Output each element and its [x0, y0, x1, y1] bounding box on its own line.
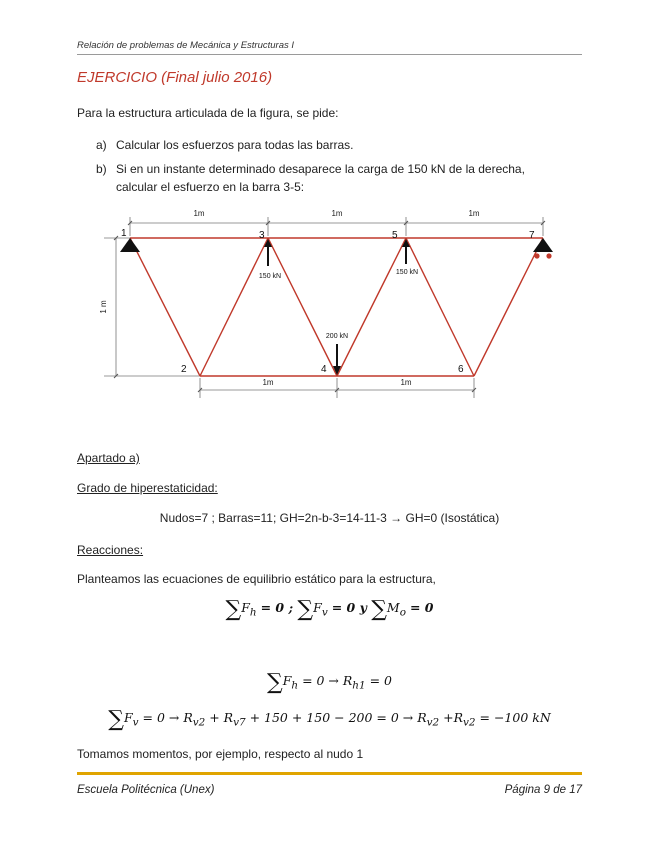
load-label-150-left: 150 kN [258, 273, 282, 280]
task-b-text: Si en un instante determinado desaparece la carga de 150 kN de la derecha, [116, 162, 525, 176]
node-label-7: 7 [529, 230, 535, 241]
planteamos-paragraph: Planteamos las ecuaciones de equilibrio estático para la estructura, [77, 572, 436, 586]
footer-institution: Escuela Politécnica (Unex) [77, 784, 215, 796]
node-label-6: 6 [458, 364, 464, 375]
sum-icon: ∑ [266, 670, 283, 695]
dim-bottom-2: 1m [400, 378, 412, 387]
node-label-2: 2 [181, 364, 187, 375]
equilibrium-equations: $\sum F_h = 0$ ; $\sum F_v = 0$ y $\sum M_o = 0$ [225, 597, 434, 622]
section-grado: Grado de hiperestaticidad: [77, 481, 218, 495]
task-a-marker: a) [96, 138, 107, 152]
sum-icon: ∑ [225, 597, 242, 622]
exercise-title: EJERCICIO (Final julio 2016) [77, 69, 273, 86]
pin-support-icon [120, 238, 140, 252]
roller-support-icon [533, 238, 553, 259]
dim-top-1: 1m [193, 209, 205, 218]
bar-2-3 [200, 238, 268, 376]
top-dimension-line [128, 217, 545, 236]
dim-left: 1 m [99, 300, 108, 314]
dim-top-2: 1m [331, 209, 343, 218]
footer-page-number: Página 9 de 17 [504, 784, 582, 796]
footer-divider [77, 772, 582, 775]
bar-1-2 [130, 238, 200, 376]
running-header: Relación de problemas de Mecánica y Estructuras I [77, 40, 295, 51]
bar-4-5 [337, 238, 406, 376]
load-label-150-right: 150 kN [395, 269, 419, 276]
section-apartado-a: Apartado a) [77, 451, 140, 465]
sum-icon: ∑ [108, 707, 124, 732]
task-b-text-line2: calcular el esfuerzo en la barra 3-5: [116, 180, 305, 194]
bar-6-7 [474, 238, 543, 376]
horizontal-equilibrium: $\sum F_h = 0 \to R_{h1} = 0$ [266, 670, 393, 695]
dim-bottom-1: 1m [262, 378, 274, 387]
vertical-equilibrium: $\sum F_v = 0 \to R_{v2} + R_{v7} + 150 + 150 - 200 = 0 \to R_{v2} +R_{v2} = -100$ kN [108, 707, 551, 732]
truss-figure [0, 0, 655, 420]
left-dimension-line [104, 236, 200, 378]
load-label-200: 200 kN [325, 333, 349, 340]
node-label-5: 5 [392, 230, 398, 241]
node-label-4: 4 [321, 364, 327, 375]
task-a-text: Calcular los esfuerzos para todas las barras. [116, 138, 354, 152]
sum-icon: ∑ [371, 597, 387, 622]
bar-5-6 [406, 238, 474, 376]
section-reacciones: Reacciones: [77, 543, 144, 557]
sum-icon: ∑ [297, 597, 314, 622]
grado-formula: Nudos=7 ; Barras=11; GH=2n-b-3=14-11-3 → GH=0 (Isostática) [159, 511, 500, 525]
closing-paragraph: Tomamos momentos, por ejemplo, respecto al nudo 1 [77, 747, 364, 761]
bar-3-4 [268, 238, 337, 376]
intro-paragraph: Para la estructura articulada de la figura, se pide: [77, 106, 339, 120]
bottom-dimension-line [198, 378, 476, 398]
dim-top-3: 1m [468, 209, 480, 218]
node-label-1: 1 [121, 228, 127, 239]
node-label-3: 3 [259, 230, 265, 241]
task-b-marker: b) [96, 162, 107, 176]
